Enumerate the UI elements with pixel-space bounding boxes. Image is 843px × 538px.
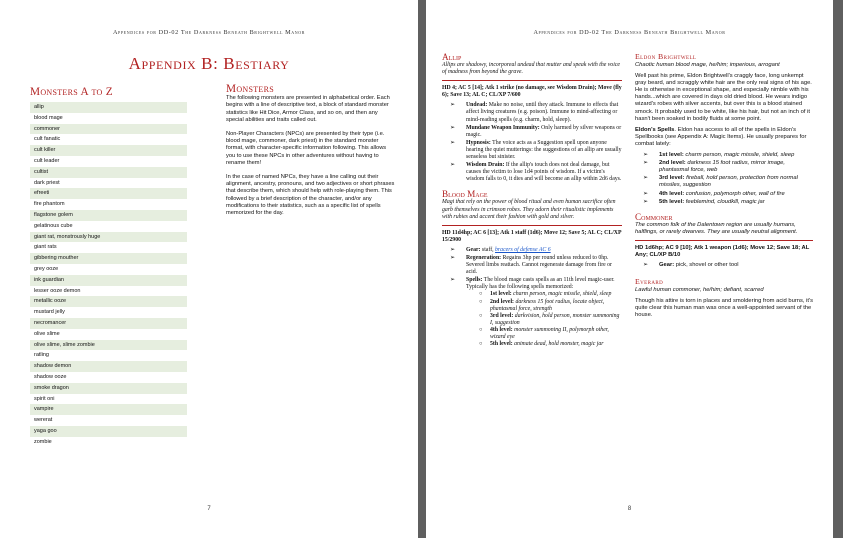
index-heading: Monsters A to Z [30,86,113,98]
everard-description: Though his attire is torn in places and smoldering from acid burns, it's quite clear this human man was once a well-appointed servant of the house. [635,298,813,319]
eldon-flavor: Chaotic human blood mage, he/him; imperious, arrogant [635,62,780,68]
page-number: 7 [207,506,211,512]
list-item: ○ 4th level: monster summoning II, polymorph other, wizard eye [479,326,609,340]
index-item: cult fanatic [34,136,61,143]
index-item: ink guardian [30,275,187,286]
allip-heading: Allip [442,52,462,62]
index-item: allip [30,102,187,113]
list-item: ➢ 3rd level: fireball, hold person, protection from normal missiles, suggestion [643,175,798,189]
blood-mage-spell-list [466,291,622,348]
index-item: gelatinous cube [34,222,73,229]
allip-flavor: Allips are shadowy, incorporeal undead that mutter and speak with the voice of madness from beyond the grave. [442,62,620,76]
index-item: grey ooze [34,265,59,272]
right-page [426,0,833,538]
index-item: olive slime, slime zombie [30,340,187,351]
list-item: ➢ 5th level: feeblemind, cloudkill, magic jar [643,198,765,205]
list-item: ➢ Hypnosis: The voice acts as a Suggestion spell upon anyone hearing the quiet mutterings: the suggestions of an allip are usually senseless but sinister. [450,139,622,161]
left-column [442,52,622,352]
eldon-heading: Eldon Brightwell [635,52,697,61]
list-item: ○ 5th level: animate dead, hold monster, magic jar [479,341,604,348]
everard-flavor: Lawful human commoner, he/him; defiant, scarred [635,287,764,294]
commoner-heading: Commoner [635,211,673,222]
blood-mage-flavor: Magi that rely on the power of blood ritual and even human sacrifice often garb themselves in crimson robes. They adorn their ritualistic implements with rubies and accent their fashion with gold and silver. [442,199,616,220]
list-item: ➢ Gear: pick, shovel or other tool [643,262,739,269]
everard-heading: Everard [635,277,664,287]
index-item: cultist [30,167,187,178]
index-item: shadow demon [30,361,187,372]
right-column [635,52,813,324]
index-item: vampire [30,404,187,415]
index-item: gibbering mouther [30,253,187,264]
commoner-flavor: The common folk of the Dalentown region are usually humans, halflings, or rarely dwarves. They are usually neutral alignment. [635,221,798,235]
index-item: metallic ooze [30,296,187,307]
index-item: dark priest [34,179,60,186]
list-item: ➢ Regeneration: Regains 3hp per round unless reduced to 0hp. Severed limbs reattach. Cannot regenerate damage from fire or acid. [450,254,612,276]
page-title: Appendix B: Bestiary [128,54,290,73]
index-item: spirit oni [34,395,55,402]
divider [442,80,622,81]
index-item: giant rat, monstrously huge [30,232,187,243]
monster-index [30,86,187,448]
index-item: cult leader [34,157,60,164]
list-item: ➢ 1st level: charm person, magic missile, shield, sleep [643,152,795,159]
index-item: fire phantom [34,201,65,208]
list-item: ➢ 4th level: confusion, polymorph other, wall of fire [643,190,785,197]
bracers-link[interactable]: bracers of defense AC 6 [495,246,551,253]
divider [442,225,622,226]
index-list [30,102,187,448]
list-item: ➢ Gear: staff, bracers of defense AC 6 [450,246,551,253]
index-item: cult killer [30,145,187,156]
index-item: zombie [34,438,52,445]
eldon-spells-intro: Eldon's Spells. Eldon has access to all of the spells in Eldon's Spellbooks (see Appendix A: Magic Items). He usually prepares for combat lately: [635,126,807,147]
list-item: ➢ Mundane Weapon Immunity: Only harmed by silver weapons or magic. [450,124,622,138]
intro-paragraph: In the case of named NPCs, they have a line calling out their alignment, ancestry, pronouns, and two adjectives or short phrases that describe them, which should help with role-playing them. This followed by a brief description of the character, and/or any modifications to their statistics, such as a specific list of spells memorized for the day. [226,174,395,217]
index-item: lesser ooze demon [34,287,81,294]
running-header: Appendices for DD-02 The Darkness Beneath Brightwell Manor [533,29,726,36]
index-item: necromancer [30,318,187,329]
list-item: ➢ Spells: The blood mage casts spells as an 11th level magic-user. Typically has the following spells memorized: ○ 1st level: charm person, magic missile, shield, sleep ○ 2nd level: darkness 15 foot radius, locate object, phantasmal force, strength ○ 3rd level: darkvision, hold person, monster summoning I, suggestion ○ 4th level: monster summoning II, polymorph other, wizard eye ○ 5th level: animate dead, hold monster, magic jar [442,277,622,348]
allip-stat-block: HD 4; AC 5 [14]; Atk 1 strike (no damage, see Wisdom Drain); Move (fly 6); Save 13; AL C; CL/XP 7/600 [442,85,622,99]
eldon-spell-list [635,152,813,206]
index-item: yaga goo [30,426,187,437]
commoner-traits [635,262,813,269]
index-item: ratling [34,352,49,359]
blood-mage-stat-block: HD 11d4hp; AC 6 [13]; Atk 1 staff (1d6); Move 12; Save 5; AL C; CL/XP 15/2900 [442,229,622,243]
index-item: mustard jelly [34,309,65,316]
index-item: blood mage [34,114,63,121]
commoner-stat-block: HD 1d6hp; AC 9 [10]; Atk 1 weapon (1d6); Move 12; Save 18; AL Any; CL/XP B/10 [635,244,810,258]
page-number: 8 [627,506,632,512]
allip-traits [442,102,622,183]
index-item: wererat [34,417,53,424]
index-item: flagstone golem [30,210,187,221]
index-item: smoke dragon [30,383,187,394]
index-item: olive slime [34,330,60,337]
intro-paragraph: The following monsters are presented in alphabetical order. Each begins with a line of descriptive text, a block of standard monster statistics like Hit Dice, Armor Class, and so on, and then any special abilities and traits called out. [226,95,390,123]
blood-mage-heading: Blood Mage [442,189,488,200]
list-item: ➢ Undead: Make no noise, until they attack. Immune to effects that affect living creatures (e.g. poison). Immune to mind-affecting or mind-reading spells (e.g. charm, hold, sleep). [450,102,619,123]
eldon-description: Well past his prime, Eldon Brightwell's craggly face, long unkempt gray beard, and scraggly white hair are the only real signs of his age. He is otherwise in exceptional shape, and especially nimble with his hands...which are covered in days old dried blood. He wears indigo wizard's robes with silver accents, but over this is a blood stained smock. It probably used to be white, like his hair, but not an inch of it hasn't been soaked in bodily fluids at some point. [635,73,812,122]
list-item: ➢ 2nd level: darkness 15 foot radius, mirror image, phantasmal force, web [643,160,785,174]
monsters-heading: Monsters [226,83,275,95]
monsters-intro [226,83,396,224]
intro-paragraph: Non-Player Characters (NPCs) are presented by their type (i.e. blood mage, commoner, dark priest) in the standard monster format, with character-specific information following. This allows you to use these NPCs in other adventures without having to rename them! [226,131,387,166]
running-header: Appendices for DD-02 The Darkness Beneath Brightwell Manor [112,29,306,36]
list-item: ➢ Wisdom Drain: If the allip's touch does not deal damage, but causes the victim to lose 1d4 points of wisdom. If a victim's wisdom falls to 0, it dies and will become an allip within 2d6 days. [450,162,622,183]
index-item: giant rats [34,244,57,251]
list-item: ○ 3rd level: darkvision, hold person, monster summoning I, suggestion [479,312,620,326]
divider [635,240,813,241]
list-item: ○ 2nd level: darkness 15 foot radius, locate object, phantasmal force, strength [479,298,605,312]
index-item: shadow ooze [34,373,67,380]
list-item: ○ 1st level: charm person, magic missile, shield, sleep [479,291,612,298]
index-item: efreeti [30,188,187,199]
blood-mage-traits [442,247,622,348]
index-item: commoner [30,124,187,135]
left-page [0,0,418,538]
